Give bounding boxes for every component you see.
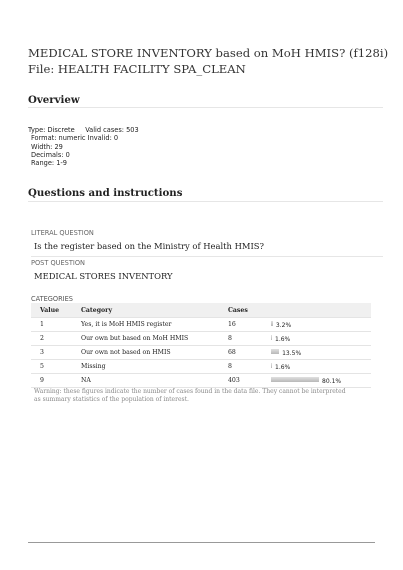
row-percent: 13.5% <box>282 350 302 357</box>
row-cases: 8 <box>228 363 232 370</box>
header-value: Value <box>40 307 60 314</box>
header-cases: Cases <box>228 307 248 314</box>
table-row <box>31 359 371 373</box>
row-value: 1 <box>40 321 44 328</box>
overview-decimals: Decimals: 0 <box>31 150 70 159</box>
row-percent-bar <box>271 321 273 326</box>
row-category: Our own but based on MoH HMIS <box>81 335 189 342</box>
row-value: 5 <box>40 363 44 370</box>
row-value: 3 <box>40 349 44 356</box>
row-cases: 8 <box>228 335 232 342</box>
row-percent: 80.1% <box>322 378 342 385</box>
questions-heading: Questions and instructions <box>28 187 183 199</box>
table-row <box>31 345 371 359</box>
overview-type: Type: Discrete <box>28 126 75 134</box>
warning-note: Warning: these figures indicate the number of cases found in the data file. They cannot be interpreted as summary statistics of the population of interest. <box>34 388 346 403</box>
questions-divider <box>28 201 383 202</box>
row-cases: 68 <box>228 349 236 356</box>
overview-stats <box>28 126 139 167</box>
table-row <box>31 373 371 388</box>
overview-width: Width: 29 <box>31 142 63 151</box>
overview-format: Format: numeric Invalid: 0 <box>31 134 119 143</box>
row-percent-bar <box>271 363 272 368</box>
row-percent-bar <box>271 335 272 340</box>
literal-question-label: LITERAL QUESTION <box>31 229 94 237</box>
table-row <box>31 317 371 331</box>
literal-divider <box>31 256 383 257</box>
row-value: 2 <box>40 335 44 342</box>
post-question-label: POST QUESTION <box>31 259 85 267</box>
title-line-2: File: HEALTH FACILITY SPA_CLEAN <box>28 62 246 76</box>
row-percent: 1.6% <box>275 364 291 371</box>
title-line-1: MEDICAL STORE INVENTORY based on MoH HMIS? (f128i) <box>28 46 389 60</box>
post-question-text: MEDICAL STORES INVENTORY <box>34 271 173 281</box>
categories-label: CATEGORIES <box>31 295 73 303</box>
table-header <box>31 303 371 317</box>
row-category: Yes, it is MoH HMIS register <box>81 321 172 328</box>
categories-table <box>31 303 371 388</box>
footer-divider <box>28 542 375 543</box>
overview-valid-cases: Valid cases: 503 <box>85 126 139 134</box>
page-title <box>28 45 388 77</box>
row-percent: 1.6% <box>275 336 291 343</box>
overview-heading: Overview <box>28 94 80 106</box>
literal-question-text: Is the register based on the Ministry of Health HMIS? <box>34 241 264 251</box>
row-category: Missing <box>81 363 106 370</box>
row-cases: 403 <box>228 377 240 384</box>
header-category: Category <box>81 307 113 314</box>
overview-divider <box>28 107 383 108</box>
row-value: 9 <box>40 377 44 384</box>
row-percent-bar <box>271 377 319 382</box>
row-percent: 3.2% <box>275 322 292 329</box>
overview-range: Range: 1-9 <box>31 159 67 168</box>
table-row <box>31 331 371 345</box>
row-cases: 16 <box>228 321 236 328</box>
row-category: NA <box>81 377 91 384</box>
row-percent-bar <box>271 349 279 354</box>
row-category: Our own not based on HMIS <box>81 349 171 356</box>
